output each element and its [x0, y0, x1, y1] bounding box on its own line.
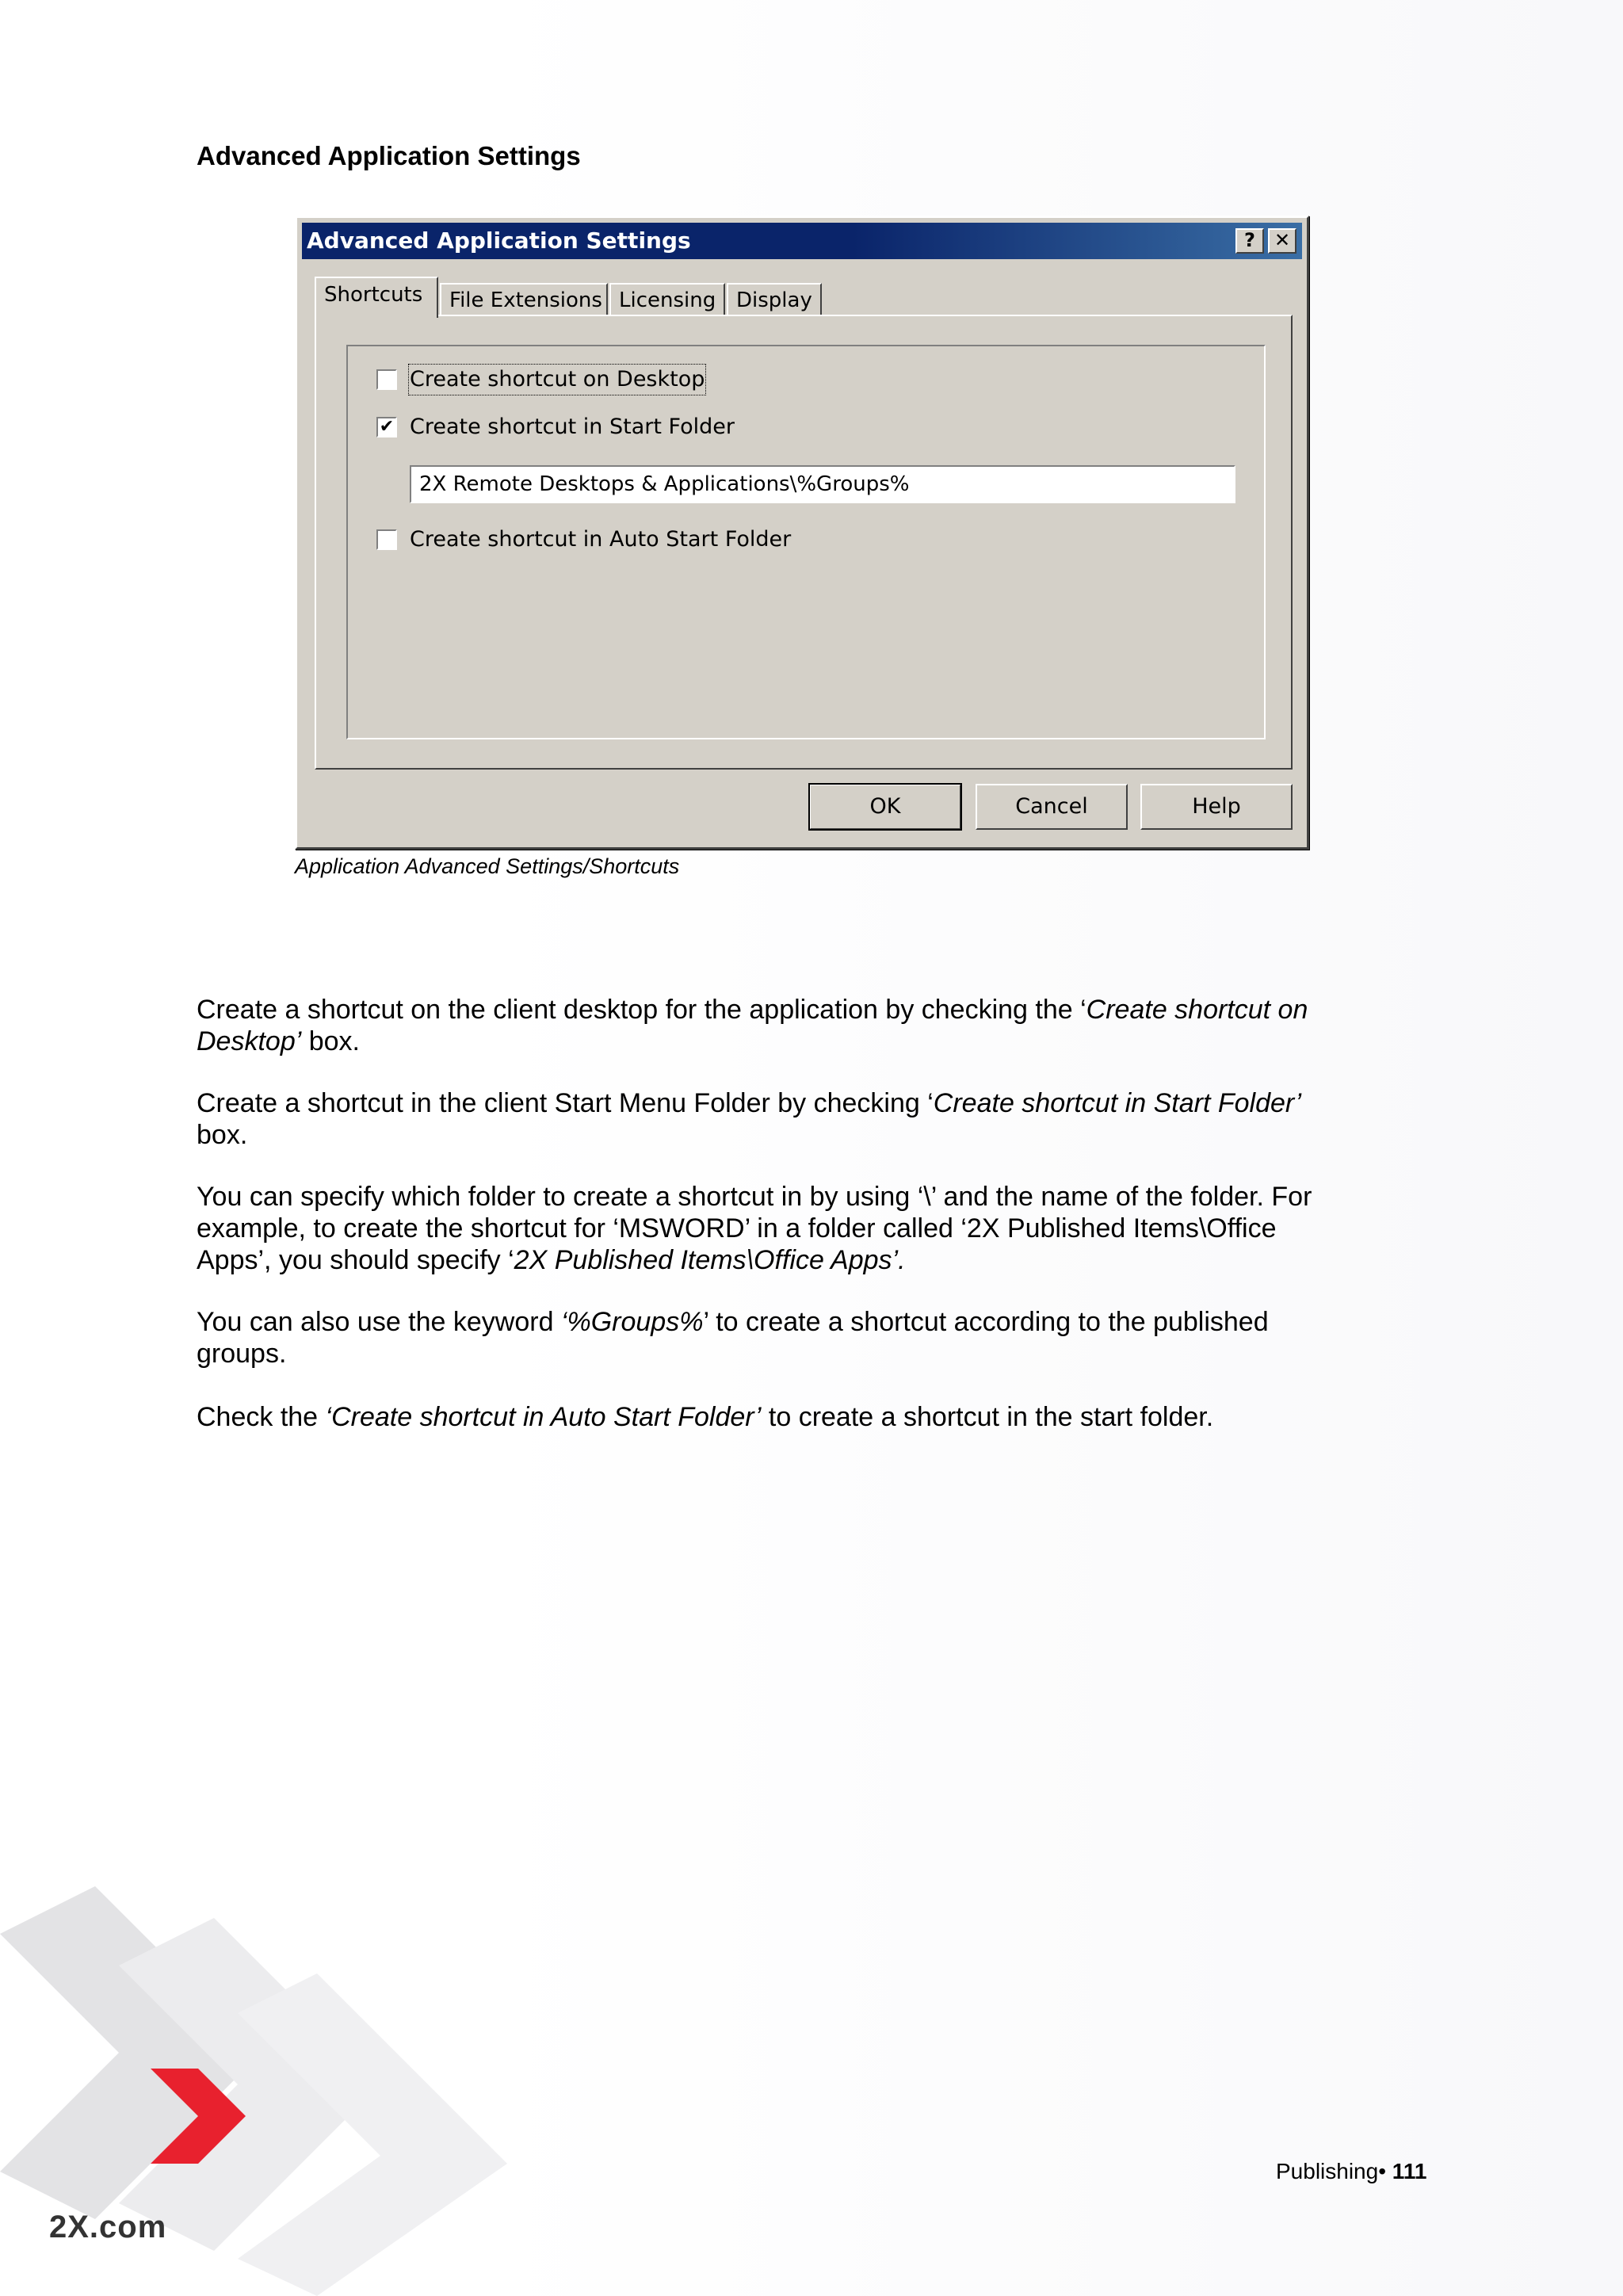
tab-licensing[interactable]: Licensing — [609, 283, 725, 316]
tab-shortcuts[interactable]: Shortcuts — [315, 277, 438, 318]
p2-text: Create a shortcut in the client Start Menu Folder by checking ‘ — [197, 1088, 934, 1118]
help-icon[interactable]: ? — [1235, 228, 1264, 254]
ok-button[interactable]: OK — [809, 784, 961, 830]
close-icon[interactable]: ✕ — [1268, 228, 1296, 254]
p5-text: Check the — [197, 1402, 326, 1432]
footer-section: Publishing — [1276, 2159, 1379, 2183]
tab-display[interactable]: Display — [727, 283, 822, 316]
start-folder-checkbox[interactable]: ✔ — [376, 417, 397, 437]
paragraph-folder-path — [197, 1181, 1338, 1276]
page-number: 111 — [1392, 2159, 1427, 2183]
cancel-button[interactable]: Cancel — [976, 784, 1128, 830]
start-folder-label[interactable]: Create shortcut in Start Folder — [410, 415, 735, 439]
page-footer — [1276, 2159, 1426, 2184]
auto-start-label[interactable]: Create shortcut in Auto Start Folder — [410, 527, 792, 552]
advanced-settings-dialog — [295, 216, 1309, 850]
p3-text: You can specify which folder to create a shortcut in by using ‘\’ and the name of the folder. For example, to create the shortcut for ‘MSWORD’ in a folder called ‘2X Published Items\Office Apps’, you should specify ‘ — [197, 1182, 1312, 1275]
paragraph-desktop — [197, 994, 1338, 1057]
desktop-shortcut-checkbox[interactable] — [376, 369, 397, 390]
desktop-shortcut-label[interactable]: Create shortcut on Desktop — [410, 365, 705, 394]
p1-text: Create a shortcut on the client desktop for the application by checking the ‘ — [197, 995, 1086, 1025]
help-button[interactable]: Help — [1140, 784, 1293, 830]
footer-bullet: • — [1378, 2159, 1387, 2183]
p1-tail: box. — [301, 1026, 360, 1056]
page-heading: Advanced Application Settings — [197, 141, 581, 170]
p5-emphasis: ‘Create shortcut in Auto Start Folder’ — [325, 1402, 762, 1432]
p4-emphasis: ‘%Groups% — [560, 1307, 704, 1337]
p3-emphasis: 2X Published Items\Office Apps’. — [514, 1245, 906, 1275]
p4-text: You can also use the keyword — [197, 1307, 561, 1337]
paragraph-start-folder — [197, 1087, 1338, 1151]
auto-start-checkbox[interactable] — [376, 529, 397, 550]
paragraph-auto-start — [197, 1401, 1338, 1433]
start-folder-path-input[interactable]: 2X Remote Desktops & Applications\%Groups% — [410, 465, 1235, 503]
brand-logo-text: 2X.com — [49, 2210, 167, 2244]
shortcuts-panel — [315, 315, 1293, 770]
figure-caption: Application Advanced Settings/Shortcuts — [295, 854, 680, 878]
shortcut-options-group — [346, 345, 1266, 739]
p2-emphasis: Create shortcut in Start Folder’ — [933, 1088, 1302, 1118]
tab-file-extensions[interactable]: File Extensions — [440, 283, 608, 316]
p2-tail: box. — [197, 1120, 248, 1150]
dialog-title: Advanced Application Settings — [307, 227, 691, 254]
dialog-titlebar — [302, 223, 1302, 259]
p4-tail: ’ to create a shortcut according to the published groups. — [197, 1307, 1269, 1369]
paragraph-groups-keyword — [197, 1306, 1338, 1370]
p1-emphasis: Create shortcut on Desktop’ — [197, 995, 1308, 1056]
p5-tail: to create a shortcut in the start folder. — [761, 1402, 1214, 1432]
